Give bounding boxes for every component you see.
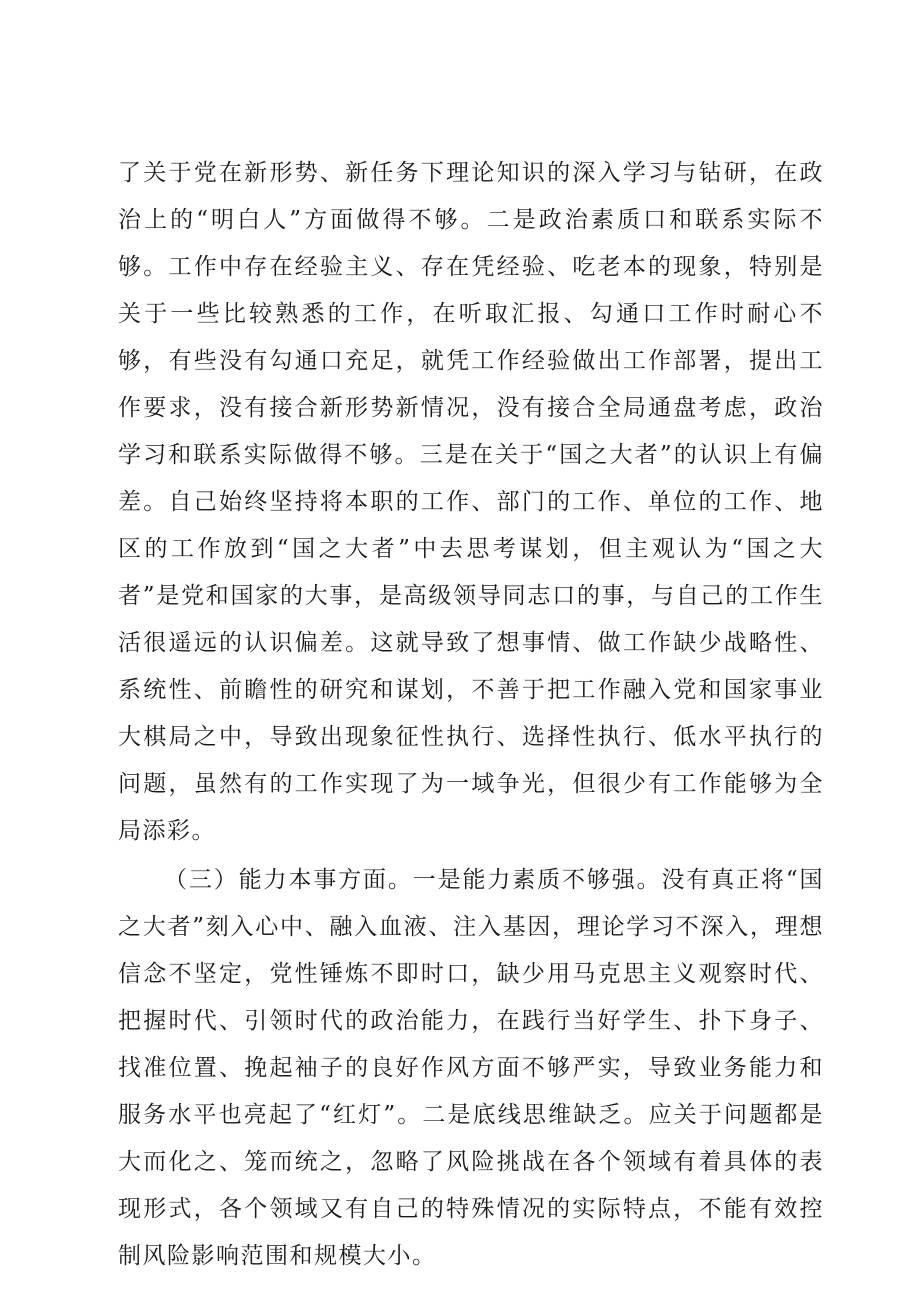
paragraph-continuation: 了关于党在新形势、新任务下理论知识的深入学习与钻研，在政治上的“明白人”方面做得不够。二是政治素质口和联系实际不够。工作中存在经验主义、存在凭经验、吃老本的现象，特别是关于一些比较熟悉的工作，在听取汇报、勾通口工作时耐心不够，有些没有勾通口充足，就凭工作经验做出工作部署，提出工作要求，没有接合新形势新情况，没有接合全局通盘考虑，政治学习和联系实际做得不够。三是在关于“国之大者”的认识上有偏差。自己始终坚持将本职的工作、部门的工作、单位的工作、地区的工作放到“国之大者”中去思考谋划，但主观认为“国之大者”是党和国家的大事，是高级领导同志口的事，与自己的工作生活很遥远的认识偏差。这就导致了想事情、做工作缺少战略性、系统性、前瞻性的研究和谋划，不善于把工作融入党和国家事业大棋局之中，导致出现象征性执行、选择性执行、低水平执行的问题，虽然有的工作实现了为一域争光，但很少有工作能够为全局添彩。 — [118, 160, 824, 844]
paragraph-ability-section: （三）能力本事方面。一是能力素质不够强。没有真正将“国之大者”刻入心中、融入血液、注入基因，理论学习不深入，理想信念不坚定，党性锤炼不即时口，缺少用马克思主义观察时代、把握时代、引领时代的政治能力，在践行当好学生、扑下身子、找准位置、挽起袖子的良好作风方面不够严实，导致业务能力和服务水平也亮起了“红灯”。二是底线思维缺乏。应关于问题都是大而化之、笼而统之，忽略了风险挑战在各个领域有着具体的表现形式，各个领域又有自己的特殊情况的实际特点，不能有效控制风险影响范围和规模大小。 — [118, 867, 824, 1269]
document-body — [118, 150, 824, 1280]
